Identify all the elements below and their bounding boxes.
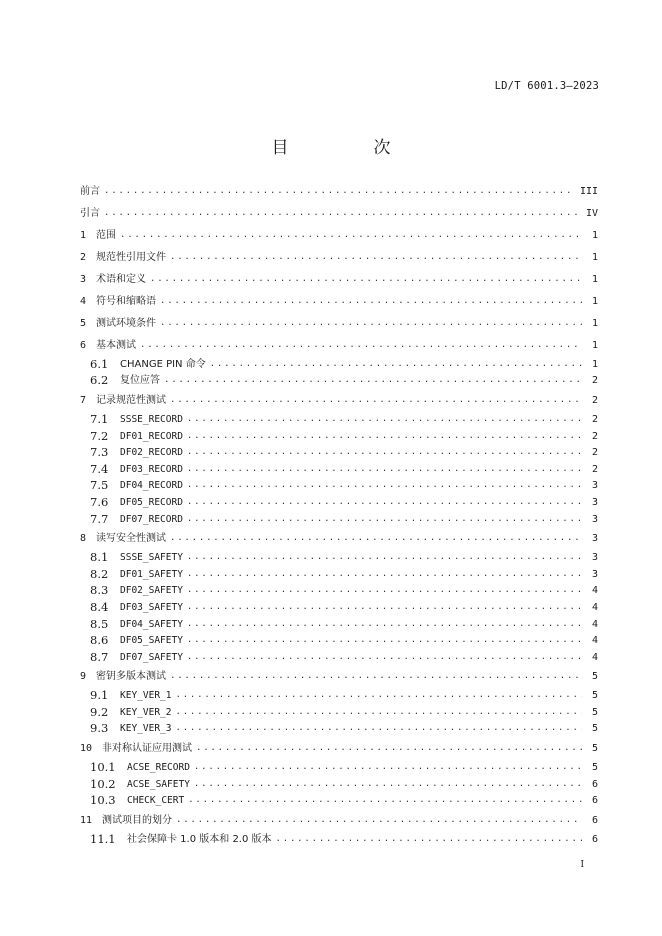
toc-entry[interactable] bbox=[80, 389, 598, 411]
toc-entry-number: 7.4 bbox=[90, 461, 109, 476]
toc-subentry[interactable] bbox=[80, 566, 598, 583]
toc-entry-page: 2 bbox=[591, 413, 598, 425]
toc-leader-dots bbox=[175, 723, 582, 734]
toc-subentry[interactable] bbox=[80, 549, 598, 566]
toc-entry-page: 4 bbox=[591, 635, 598, 647]
toc-leader-dots bbox=[140, 340, 582, 351]
toc-entry-number: 2 bbox=[80, 251, 87, 263]
toc-leader-dots bbox=[176, 815, 582, 826]
toc-entry-page: 2 bbox=[591, 430, 598, 442]
toc-entry-label: 非对称认证应用测试 bbox=[102, 742, 192, 754]
toc-entry-label: 符号和缩略语 bbox=[96, 295, 156, 307]
toc-entry-page: 5 bbox=[591, 762, 598, 774]
toc-entry-label: DF03_RECORD bbox=[120, 463, 183, 475]
toc-entry-page: 1 bbox=[591, 317, 598, 329]
toc-entry-label: 测试项目的划分 bbox=[102, 814, 172, 826]
toc-subentry[interactable] bbox=[80, 831, 598, 848]
toc-entry-number: 11 bbox=[80, 814, 93, 826]
toc-entry-number: 8.3 bbox=[90, 583, 109, 598]
toc-leader-dots bbox=[187, 514, 582, 525]
toc-leader-dots bbox=[187, 480, 582, 491]
toc-leader-dots bbox=[194, 762, 582, 773]
toc-subentry[interactable] bbox=[80, 721, 598, 738]
toc-entry-label: SSSE_SAFETY bbox=[120, 552, 183, 564]
toc-leader-dots bbox=[187, 619, 582, 630]
table-of-contents bbox=[80, 180, 598, 848]
toc-leader-dots bbox=[120, 230, 582, 241]
toc-entry-label: DF03_SAFETY bbox=[120, 601, 183, 613]
toc-entry-page: 1 bbox=[591, 339, 598, 351]
toc-entry[interactable] bbox=[80, 527, 598, 549]
toc-leader-dots bbox=[188, 795, 582, 806]
toc-leader-dots bbox=[196, 743, 582, 754]
toc-entry-number: 9.1 bbox=[90, 688, 109, 703]
toc-entry-label: DF05_RECORD bbox=[120, 496, 183, 508]
toc-entry-page: 2 bbox=[591, 447, 598, 459]
toc-entry-page: 1 bbox=[591, 251, 598, 263]
toc-entry-number: 7.6 bbox=[90, 494, 109, 509]
toc-subentry[interactable] bbox=[80, 649, 598, 666]
toc-entry-page: 1 bbox=[591, 273, 598, 285]
toc-title: 目 次 bbox=[271, 138, 425, 158]
toc-entry-label: KEY_VER_2 bbox=[120, 706, 172, 718]
toc-subentry[interactable] bbox=[80, 776, 598, 793]
toc-leader-dots bbox=[187, 602, 582, 613]
toc-leader-dots bbox=[187, 497, 582, 508]
toc-leader-dots bbox=[194, 779, 582, 790]
toc-entry-number: 6 bbox=[80, 339, 87, 351]
toc-entry[interactable] bbox=[80, 180, 598, 202]
toc-subentry[interactable] bbox=[80, 411, 598, 428]
toc-leader-dots bbox=[187, 414, 582, 425]
toc-entry[interactable] bbox=[80, 202, 598, 224]
toc-entry-number: 8.4 bbox=[90, 599, 109, 614]
toc-entry-number: 8.6 bbox=[90, 633, 109, 648]
toc-subentry[interactable] bbox=[80, 704, 598, 721]
toc-entry-label: ACSE_SAFETY bbox=[127, 778, 190, 790]
toc-leader-dots bbox=[187, 431, 582, 442]
toc-entry-label: DF01_RECORD bbox=[120, 430, 183, 442]
toc-entry-page: 6 bbox=[591, 778, 598, 790]
toc-entry-number: 7.1 bbox=[90, 411, 109, 426]
toc-subentry[interactable] bbox=[80, 599, 598, 616]
toc-entry-page: 5 bbox=[591, 671, 598, 682]
toc-leader-dots bbox=[187, 569, 582, 580]
toc-leader-dots bbox=[164, 375, 582, 386]
toc-entry-label: 前言 bbox=[80, 185, 100, 197]
toc-leader-dots bbox=[160, 318, 582, 329]
document-code: LD/T 6001.3—2023 bbox=[494, 80, 599, 92]
toc-entry-page: 1 bbox=[591, 358, 598, 370]
toc-entry-page: 5 bbox=[591, 690, 598, 702]
toc-entry-page: 2 bbox=[591, 463, 598, 475]
toc-subentry[interactable] bbox=[80, 356, 598, 373]
toc-leader-dots bbox=[187, 464, 582, 475]
toc-entry-label: DF01_SAFETY bbox=[120, 568, 183, 580]
toc-entry-number: 10 bbox=[80, 742, 93, 754]
toc-entry-number: 10.3 bbox=[90, 793, 116, 808]
toc-entry-label: KEY_VER_1 bbox=[120, 690, 172, 702]
toc-entry-page: 3 bbox=[591, 480, 598, 492]
toc-entry-number: 7.7 bbox=[90, 511, 109, 526]
toc-entry-page: 6 bbox=[591, 833, 598, 845]
toc-entry-label: DF07_SAFETY bbox=[120, 651, 183, 663]
toc-subentry[interactable] bbox=[80, 494, 598, 511]
toc-entry-number: 5 bbox=[80, 317, 87, 329]
toc-entry-number: 7.2 bbox=[90, 428, 109, 443]
toc-entry-label: DF05_SAFETY bbox=[120, 635, 183, 647]
toc-entry-number: 4 bbox=[80, 295, 87, 307]
toc-entry-page: 5 bbox=[591, 742, 598, 754]
toc-entry-label: 范围 bbox=[96, 229, 116, 241]
toc-entry-label: DF07_RECORD bbox=[120, 513, 183, 525]
toc-entry-label: 基本测试 bbox=[96, 339, 136, 351]
toc-leader-dots bbox=[104, 186, 574, 197]
toc-entry-label: SSSE_RECORD bbox=[120, 413, 183, 425]
toc-entry[interactable] bbox=[80, 224, 598, 246]
toc-entry-label: 复位应答 bbox=[120, 375, 160, 387]
toc-entry-number: 6.1 bbox=[90, 356, 109, 371]
toc-entry-label: DF04_RECORD bbox=[120, 480, 183, 492]
toc-entry-label: DF02_SAFETY bbox=[120, 585, 183, 597]
toc-leader-dots bbox=[170, 533, 582, 544]
toc-entry-label: 社会保障卡 1.0 版本和 2.0 版本 bbox=[127, 833, 272, 845]
toc-entry-page: 4 bbox=[591, 618, 598, 630]
toc-entry-number: 8.1 bbox=[90, 550, 109, 565]
toc-entry-number: 9.3 bbox=[90, 721, 109, 736]
toc-subentry[interactable] bbox=[80, 478, 598, 495]
toc-leader-dots bbox=[170, 395, 582, 406]
toc-entry[interactable] bbox=[80, 312, 598, 334]
toc-entry-page: IV bbox=[585, 207, 598, 219]
toc-leader-dots bbox=[187, 447, 582, 458]
toc-subentry[interactable] bbox=[80, 632, 598, 649]
toc-entry-label: DF02_RECORD bbox=[120, 447, 183, 459]
toc-entry-label: ACSE_RECORD bbox=[127, 762, 190, 774]
toc-entry-label: CHANGE PIN 命令 bbox=[120, 358, 206, 370]
toc-leader-dots bbox=[187, 652, 582, 663]
toc-entry-number: 6.2 bbox=[90, 373, 109, 388]
toc-entry-number: 11.1 bbox=[90, 831, 116, 846]
toc-leader-dots bbox=[170, 671, 582, 682]
toc-entry-label: 术语和定义 bbox=[96, 273, 146, 285]
toc-entry-number: 7 bbox=[80, 394, 87, 406]
toc-entry-page: 6 bbox=[591, 795, 598, 807]
toc-entry-page: 4 bbox=[591, 651, 598, 663]
toc-entry-number: 8.5 bbox=[90, 616, 109, 631]
toc-entry-page: 4 bbox=[591, 601, 598, 613]
toc-entry-number: 1 bbox=[80, 229, 87, 241]
toc-subentry[interactable] bbox=[80, 616, 598, 633]
toc-leader-dots bbox=[160, 296, 582, 307]
toc-entry-label: 记录规范性测试 bbox=[96, 394, 166, 406]
toc-entry[interactable] bbox=[80, 666, 598, 688]
toc-entry-number: 8.2 bbox=[90, 566, 109, 581]
toc-entry-number: 8.7 bbox=[90, 649, 109, 664]
toc-entry-page: 1 bbox=[591, 229, 598, 241]
toc-entry-page: 1 bbox=[591, 295, 598, 307]
toc-subentry[interactable] bbox=[80, 688, 598, 705]
toc-subentry[interactable] bbox=[80, 373, 598, 390]
toc-entry-number: 10.1 bbox=[90, 760, 116, 775]
toc-leader-dots bbox=[170, 252, 582, 263]
toc-entry[interactable] bbox=[80, 334, 598, 356]
toc-leader-dots bbox=[150, 274, 582, 285]
toc-entry-page: 3 bbox=[591, 532, 598, 544]
toc-subentry[interactable] bbox=[80, 759, 598, 776]
toc-entry-label: DF04_SAFETY bbox=[120, 618, 183, 630]
toc-leader-dots bbox=[187, 635, 582, 646]
toc-leader-dots bbox=[187, 585, 582, 596]
toc-subentry[interactable] bbox=[80, 428, 598, 445]
toc-leader-dots bbox=[276, 834, 582, 845]
toc-entry-page: 3 bbox=[591, 568, 598, 580]
toc-entry-label: CHECK_CERT bbox=[127, 795, 185, 807]
toc-entry-label: 规范性引用文件 bbox=[96, 251, 166, 263]
toc-entry-label: 密钥多版本测试 bbox=[96, 671, 166, 682]
toc-subentry[interactable] bbox=[80, 461, 598, 478]
toc-leader-dots bbox=[175, 707, 582, 718]
toc-entry-number: 9.2 bbox=[90, 704, 109, 719]
toc-entry[interactable] bbox=[80, 290, 598, 312]
toc-entry-page: III bbox=[579, 185, 598, 197]
toc-entry-number: 3 bbox=[80, 273, 87, 285]
toc-entry-page: 3 bbox=[591, 513, 598, 525]
footer-page-number: I bbox=[580, 860, 584, 870]
toc-entry[interactable] bbox=[80, 737, 598, 759]
toc-entry[interactable] bbox=[80, 809, 598, 831]
toc-entry-page: 6 bbox=[591, 814, 598, 826]
toc-entry-number: 7.5 bbox=[90, 478, 109, 493]
toc-entry-number: 10.2 bbox=[90, 776, 116, 791]
toc-leader-dots bbox=[187, 552, 582, 563]
toc-leader-dots bbox=[175, 690, 582, 701]
toc-entry-label: 引言 bbox=[80, 207, 100, 219]
toc-entry-page: 4 bbox=[591, 585, 598, 597]
toc-entry-label: 测试环境条件 bbox=[96, 317, 156, 329]
toc-leader-dots bbox=[210, 359, 582, 370]
toc-entry-page: 3 bbox=[591, 552, 598, 564]
toc-entry[interactable] bbox=[80, 268, 598, 290]
toc-entry-page: 3 bbox=[591, 496, 598, 508]
toc-entry-number: 8 bbox=[80, 532, 87, 544]
toc-subentry[interactable] bbox=[80, 583, 598, 600]
toc-entry-page: 2 bbox=[591, 375, 598, 387]
toc-entry-page: 2 bbox=[591, 394, 598, 406]
toc-entry-number: 9 bbox=[80, 671, 87, 682]
toc-leader-dots bbox=[104, 208, 580, 219]
toc-subentry[interactable] bbox=[80, 511, 598, 528]
toc-subentry[interactable] bbox=[80, 444, 598, 461]
toc-entry-label: 读写安全性测试 bbox=[96, 532, 166, 544]
toc-subentry[interactable] bbox=[80, 792, 598, 809]
toc-entry-label: KEY_VER_3 bbox=[120, 723, 172, 735]
toc-entry[interactable] bbox=[80, 246, 598, 268]
toc-entry-page: 5 bbox=[591, 723, 598, 735]
toc-entry-number: 7.3 bbox=[90, 445, 109, 460]
toc-entry-page: 5 bbox=[591, 706, 598, 718]
